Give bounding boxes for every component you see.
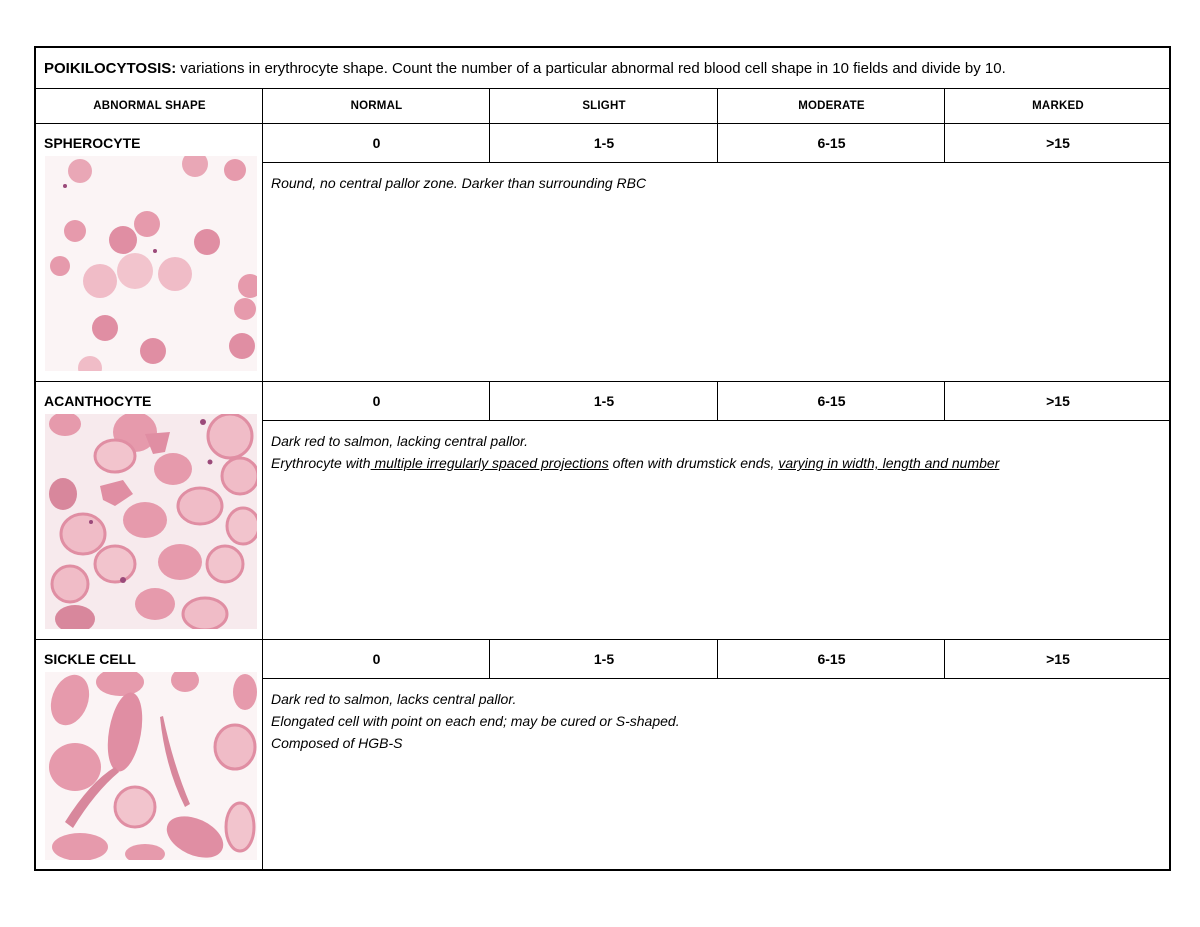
intro-row [36, 48, 1169, 88]
description-text: often with drumstick ends, [608, 455, 779, 471]
acanthocyte-micrograph-icon [45, 414, 257, 629]
score-moderate: 6-15 [817, 134, 846, 151]
description-underlined-text: multiple irregularly spaced projections [370, 455, 609, 471]
header-normal: NORMAL [350, 99, 403, 112]
header-moderate: MODERATE [798, 99, 865, 112]
description-line [271, 172, 646, 194]
score-marked: >15 [1046, 392, 1070, 409]
description [271, 688, 680, 754]
score-slight: 1-5 [593, 392, 615, 409]
description-line [271, 732, 680, 754]
description-line [271, 452, 999, 474]
score-slight: 1-5 [593, 134, 615, 151]
header-marked: MARKED [1032, 99, 1084, 112]
header-row [36, 88, 1169, 123]
description-text: Dark red to salmon, lacks central pallor. [271, 691, 517, 707]
score-moderate: 6-15 [817, 650, 846, 667]
score-slight: 1-5 [593, 650, 615, 667]
score-moderate: 6-15 [817, 392, 846, 409]
description-text: Erythrocyte with [271, 455, 371, 471]
description-text: Composed of HGB-S [271, 735, 403, 751]
score-normal: 0 [372, 392, 381, 409]
description-line [271, 710, 680, 732]
description-line [271, 430, 999, 452]
shape-name: ACANTHOCYTE [44, 393, 152, 409]
description-text: Elongated cell with point on each end; may be cured or S-shaped. [271, 713, 680, 729]
poikilocytosis-table [34, 46, 1171, 871]
description-underlined-text: varying in width, length and number [778, 455, 1000, 471]
description [271, 172, 646, 194]
intro-text [44, 48, 1006, 88]
description-text: Round, no central pallor zone. Darker than surrounding RBC [271, 175, 647, 191]
description [271, 430, 999, 474]
shape-name: SICKLE CELL [44, 651, 136, 667]
sickle-cell-micrograph-icon [45, 672, 257, 860]
description-line [271, 688, 680, 710]
score-normal: 0 [372, 650, 381, 667]
description-text: Dark red to salmon, lacking central pallor. [271, 433, 529, 449]
score-marked: >15 [1046, 650, 1070, 667]
intro-description: variations in erythrocyte shape. Count the number of a particular abnormal red blood cell shape in 10 fields and divide by 10. [180, 59, 1006, 77]
intro-term: POIKILOCYTOSIS: [44, 59, 177, 77]
score-normal: 0 [372, 134, 381, 151]
shape-name: SPHEROCYTE [44, 135, 141, 151]
header-abnormal-shape: ABNORMAL SHAPE [93, 99, 206, 112]
spherocyte-micrograph-icon [45, 156, 257, 371]
header-slight: SLIGHT [582, 99, 626, 112]
score-marked: >15 [1046, 134, 1070, 151]
